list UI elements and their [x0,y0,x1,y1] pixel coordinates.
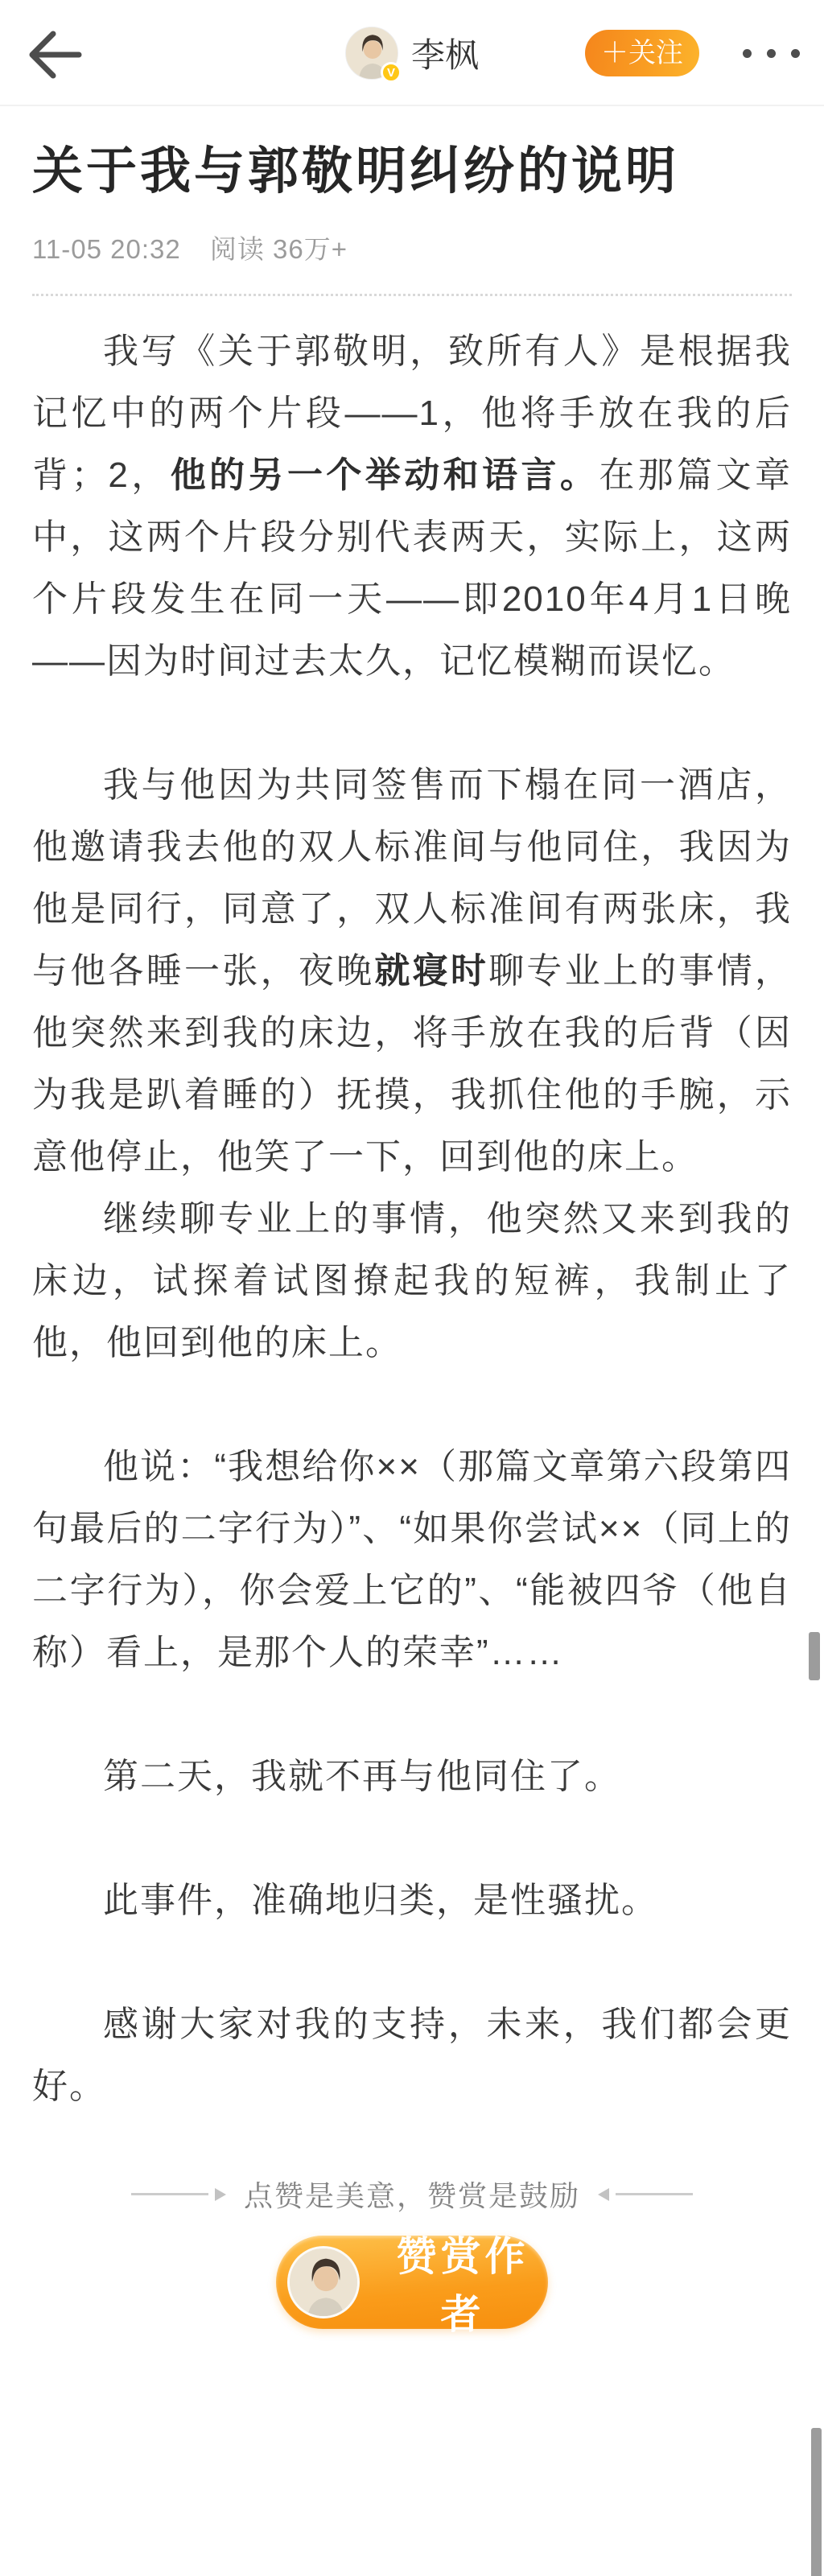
paragraph: 此事件，准确地归类，是性骚扰。 [103,1881,658,1920]
paragraph: 我与他因为共同签售而下榻在同一酒店，他邀请我去他的双人标准间与他同住，我因为他是同行，同意了，双人标准间有两张床，我与他各睡一张，夜晚就寝时聊专业上的事情，他突然来到我的床边，将手放在我的后背（因为我是趴着睡的）抚摸，我抓住他的手腕，示意他停止，他笑了一下，回到他的床上。 [32,765,793,1177]
button-avatar-photo [287,2246,360,2318]
article-body [32,320,792,2117]
hint-line-left [131,2193,208,2195]
paragraph: 感谢大家对我的支持，未来，我们都会更好。 [32,2005,792,2106]
author-info[interactable] [345,0,479,106]
arrow-right-icon [215,2188,226,2201]
hint-line-right [616,2193,693,2195]
dotted-divider [32,294,792,296]
back-arrow-icon[interactable] [27,31,84,79]
scrollbar-thumb[interactable] [811,2428,822,2576]
appreciate-hint-row [32,2174,792,2215]
author-username[interactable]: 李枫 [410,36,480,74]
article-title: 关于我与郭敬明纠纷的说明 [32,143,679,200]
top-navigation-bar [0,0,824,106]
arrow-left-icon [598,2188,609,2201]
article-container [0,143,824,2337]
more-ellipsis-icon[interactable] [743,41,800,66]
paragraph: 第二天，我就不再与他同住了。 [103,1757,621,1796]
follow-button[interactable]: ＋关注 [585,30,699,76]
appreciate-hint-text: 点赞是美意，赞赏是鼓励 [243,2179,580,2212]
verified-badge-icon: V [381,62,402,83]
appreciate-author-button[interactable] [276,2234,548,2337]
scrollbar-thumb[interactable] [809,1632,820,1680]
publish-date: 11-05 20:32 [32,234,181,264]
appreciate-button-label: 赞赏作者 [396,2234,529,2337]
paragraph: 他说：“我想给你××（那篇文章第六段第四句最后的二字行为）”、“如果你尝试××（同上的二字行为），你会爱上它的”、“能被四爷（他自称）看上，是那个人的荣幸”…… [32,1447,792,1672]
article-meta [32,229,792,266]
read-count: 阅读 36万+ [209,234,348,264]
paragraph: 继续聊专业上的事情，他突然又来到我的床边，试探着试图撩起我的短裤，我制止了他，他回到他的床上。 [32,1199,792,1362]
paragraph: 我写《关于郭敬明，致所有人》是根据我记忆中的两个片段——1，他将手放在我的后背；2，他的另一个举动和语言。在那篇文章中，这两个片段分别代表两天，实际上，这两个片段发生在同一天——即2010年4月1日晚——因为时间过去太久，记忆模糊而误忆。 [32,332,792,681]
